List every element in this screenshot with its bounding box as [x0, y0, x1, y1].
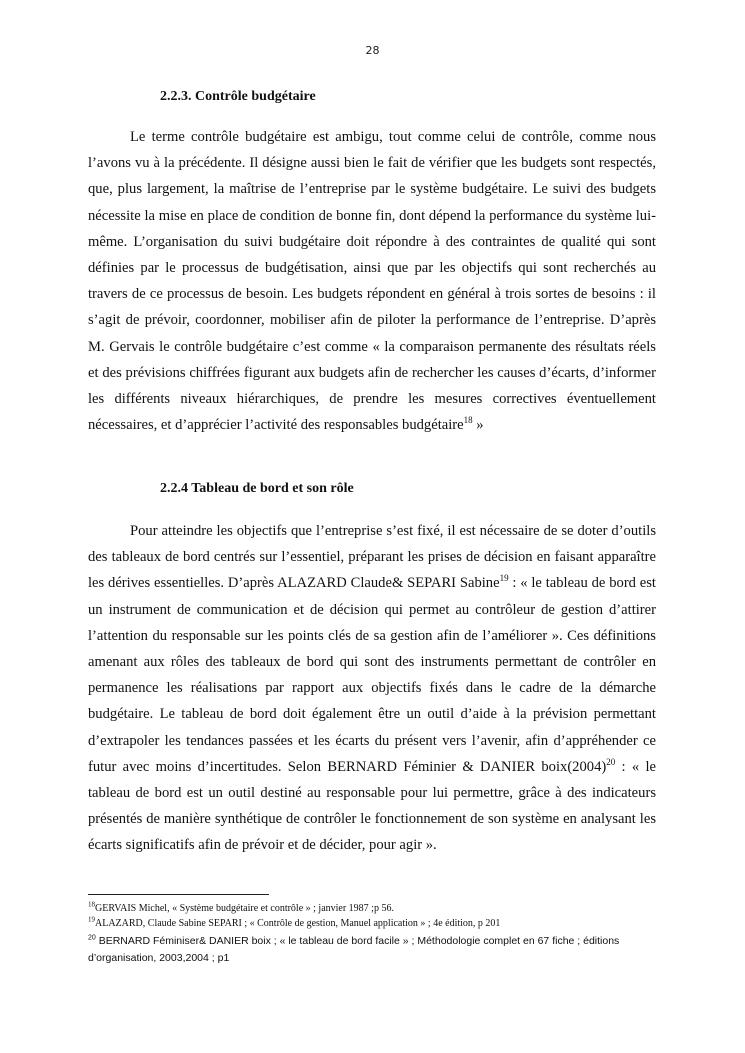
footnote-18: [88, 900, 688, 914]
footnote-number: 20: [88, 934, 96, 942]
footnote-number: 18: [88, 900, 95, 909]
paragraph-text-part2: : « le tableau de bord est un instrument de communication et de décision qui permet au contrôleur de gestion d’attirer l’attention du responsable sur les points clés de sa gestion afin de l’améliorer ». Ces définitions amenant aux rôles des tableaux de bord qui sont des instruments permettant de contrôler en permanence les réalisations par rapport aux objectifs fixés dans le cadre de la démarche budgétaire. Le tableau de bord doit également être un outil d’aide à la prévision permettant d’extrapoler les tendances passées et les écarts du présent vers l’avenir, afin d’appréhender ce futur avec moins d’incertitudes. Selon BERNARD Féminier & DANIER boix(2004): [88, 575, 656, 775]
footnote-ref-18[interactable]: 18: [463, 415, 473, 426]
footnote-text: ALAZARD, Claude Sabine SEPARI ; « Contrôle de gestion, Manuel application » ; 4e édition, p 201: [95, 918, 501, 929]
page-number: 28: [365, 44, 380, 57]
section-heading-tableau-de-bord: 2.2.4 Tableau de bord et son rôle: [160, 481, 354, 496]
footnote-ref-20[interactable]: 20: [606, 756, 616, 767]
paragraph-tableau-de-bord: [88, 518, 656, 859]
paragraph-text-part1: Pour atteindre les objectifs que l’entreprise s’est fixé, il est nécessaire de se doter d’outils des tableaux de bord centrés sur l’essentiel, préparant les prises de décision en faisant apparaître les dérives essentielles. D’après ALAZARD Claude& SEPARI Sabine: [88, 523, 656, 592]
footnote-text: GERVAIS Michel, « Système budgétaire et contrôle » ; janvier 1987 ;p 56.: [95, 903, 394, 914]
footnote-text: BERNARD Féminiser& DANIER boix ; « le tableau de bord facile » ; Méthodologie complet en 67 fiche ; éditions d’organisation, 2003,2004 ; p1: [88, 935, 620, 964]
footnote-number: 19: [88, 915, 95, 924]
paragraph-text: Le terme contrôle budgétaire est ambigu, tout comme celui de contrôle, comme nous l’avons vu à la précédente. Il désigne aussi bien le fait de vérifier que les budgets sont respectés, que, plus largement, la maîtrise de l’entreprise par le système budgétaire. Le suivi des budgets nécessite la mise en place de condition de bonne fin, dont dépend la performance du système lui-même. L’organisation du suivi budgétaire doit répondre à des contraintes de qualité qui sont définies par le processus de budgétisation, ainsi que par les objectifs qui sont recherchés au travers de ce processus de besoin. Les budgets répondent en général à trois sortes de besoins : il s’agit de prévoir, coordonner, mobiliser afin de piloter la performance de l’entreprise. D’après M. Gervais le contrôle budgétaire c’est comme « la comparaison permanente des résultats réels et des prévisions chiffrées figurant aux budgets afin de rechercher les causes d’écarts, d’informer les différents niveaux hiérarchiques, de prendre les mesures correctives éventuellement nécessaires, et d’apprécier l’activité des responsables budgétaire: [88, 129, 656, 434]
footnote-ref-19[interactable]: 19: [499, 573, 509, 584]
paragraph-end: »: [472, 417, 484, 434]
paragraph-controle-budgetaire: [88, 124, 656, 438]
footnote-19: [88, 915, 688, 929]
footnote-separator: [88, 894, 269, 895]
paragraph-text-part3: : « le tableau de bord est un outil destiné au responsable pour lui permettre, grâce à des indicateurs présentés de manière synthétique de contrôler le fonctionnement de son système en analysant les écarts significatifs afin de prévoir et de décider, pour agir ».: [88, 758, 656, 854]
footnote-20: [88, 933, 648, 967]
section-heading-controle-budgetaire: 2.2.3. Contrôle budgétaire: [160, 89, 316, 104]
